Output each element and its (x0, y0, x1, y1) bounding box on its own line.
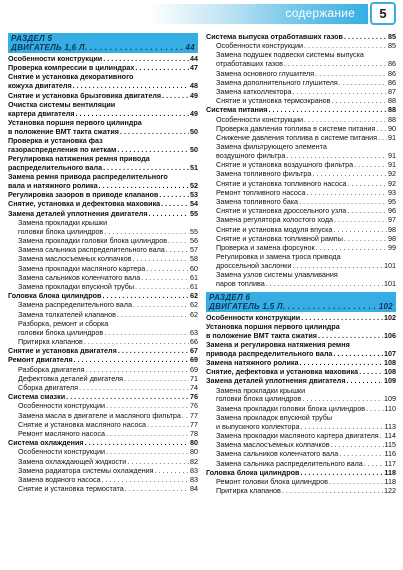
toc-entry-page: 76 (190, 392, 198, 402)
toc-entry-title: распределительного вала (8, 162, 103, 172)
toc-entry-title: Замена прокладки масляного картера двигателя (216, 430, 379, 440)
toc-entry-page: 48 (190, 81, 198, 91)
toc-entry-page: 96 (388, 206, 396, 216)
toc-entry-title: Система смазки (8, 392, 66, 402)
toc-entry-title: Замена деталей уплотнения двигателя (8, 208, 148, 218)
toc-entry-title: Особенности конструкции (8, 54, 103, 63)
toc-list-right-bottom (206, 314, 396, 497)
toc-entry[interactable] (8, 137, 198, 155)
toc-entry-page: 71 (190, 373, 198, 383)
toc-entry-title: воздушного фильтра (216, 151, 286, 161)
dot-leader (162, 92, 189, 101)
toc-entry-title: Замена прокладки головки блока цилиндров (18, 235, 168, 245)
dot-leader (266, 280, 383, 289)
toc-entry[interactable] (8, 448, 198, 457)
toc-entry-page: 95 (388, 197, 396, 207)
toc-entry-title: Снятие и установка двигателя (8, 346, 117, 356)
dot-leader (282, 487, 383, 496)
toc-entry-page: 84 (190, 484, 198, 494)
dot-leader (334, 216, 387, 225)
dot-leader (85, 43, 186, 52)
toc-entry-title: Замена распределительного вала (18, 300, 132, 310)
dot-leader (118, 347, 189, 356)
toc-entry-page: 61 (190, 272, 198, 282)
dot-leader (104, 329, 189, 338)
toc-entry-title: головки блока цилиндров (216, 394, 302, 404)
toc-entry-title: Замена прокладки головки блока цилиндров (216, 403, 366, 413)
toc-entry-page: 76 (190, 401, 198, 411)
toc-entry-page: 91 (388, 151, 396, 161)
dot-leader (376, 125, 387, 134)
section-page: 102 (378, 301, 393, 311)
toc-entry-page: 88 (388, 96, 396, 106)
toc-entry-title: Замена ремня привода распределительного (8, 172, 168, 182)
toc-entry-title: Ремонт головки блока цилиндров (216, 476, 328, 486)
toc-entry-page: 91 (388, 160, 396, 170)
toc-entry[interactable] (206, 377, 396, 386)
dot-leader (339, 79, 387, 88)
toc-entry-page: 69 (190, 364, 198, 374)
toc-entry[interactable] (8, 101, 198, 119)
dot-leader (73, 82, 189, 91)
toc-entry-title: Замена прокладки крышки (216, 385, 306, 395)
toc-entry[interactable] (206, 143, 396, 161)
toc-entry-page: 114 (384, 430, 396, 440)
toc-entry-page: 82 (190, 456, 198, 466)
dot-leader (120, 128, 189, 137)
toc-entry-title: в положение ВМТ такта сжатия (8, 126, 119, 136)
toc-entry-page: 86 (388, 77, 396, 87)
dot-leader (166, 246, 189, 255)
toc-entry-title: Замена и регулировка натяжения ремня (206, 339, 350, 349)
toc-entry-page: 118 (384, 476, 396, 486)
toc-entry-title: кожуха двигателя (8, 81, 72, 91)
dot-leader (106, 430, 189, 439)
toc-entry-page: 116 (384, 449, 396, 459)
toc-entry-title: Снятие и установка модуля впуска (216, 224, 333, 234)
toc-entry-page: 80 (190, 438, 198, 448)
toc-column-right (206, 33, 396, 496)
toc-entry[interactable] (8, 173, 198, 191)
toc-entry-title: газораспределения по меткам (8, 144, 117, 154)
toc-entry-title: Замена фильтрующего элемента (216, 142, 327, 152)
toc-entry-page: 106 (384, 330, 396, 340)
toc-entry-page: 56 (190, 235, 198, 245)
page-header (0, 0, 403, 26)
toc-entry[interactable] (206, 341, 396, 359)
toc-entry-page: 102 (384, 312, 396, 322)
toc-entry[interactable] (206, 253, 396, 271)
toc-entry[interactable] (8, 255, 198, 264)
toc-entry[interactable] (206, 51, 396, 69)
toc-entry[interactable] (8, 402, 198, 411)
toc-entry-page: 60 (190, 263, 198, 273)
toc-entry-page: 66 (190, 336, 198, 346)
section-heading-6[interactable] (206, 292, 396, 312)
toc-entry-page: 49 (190, 90, 198, 100)
toc-entry-title: Особенности конструкции (206, 312, 301, 322)
toc-entry-title: Снятие и установка масляного насоса (18, 419, 147, 429)
toc-entry-page: 49 (190, 108, 198, 118)
toc-entry-title: Снижение давления топлива в системе питания (216, 132, 378, 142)
toc-entry-title: Головка блока цилиндров (8, 291, 102, 301)
toc-entry-page: 77 (190, 419, 198, 429)
toc-entry-title: Замена сальников коленчатого вала (216, 449, 339, 459)
toc-entry-title: Снятие, дефектовка и установка маховика (206, 367, 359, 377)
section-label: РАЗДЕЛ 6 (209, 292, 251, 302)
toc-entry[interactable] (8, 356, 198, 365)
dot-leader (378, 134, 387, 143)
toc-entry-title: Проверка давления топлива в системе питания (216, 123, 376, 133)
toc-entry-page: 92 (388, 169, 396, 179)
toc-entry-page: 52 (190, 181, 198, 191)
dot-leader (141, 274, 189, 283)
toc-entry-page: 85 (388, 41, 396, 51)
toc-entry-page: 108 (384, 357, 396, 367)
toc-entry-page: 88 (388, 114, 396, 124)
toc-entry-title: Система питания (206, 105, 268, 115)
toc-entry-page: 107 (384, 348, 396, 358)
toc-entry-title: Снятие и установка декоративного (8, 72, 134, 82)
toc-entry-title: Замена прокладки крышки (18, 217, 108, 227)
toc-entry-title: Снятие и установка топливной рампы (216, 233, 343, 243)
toc-entry-page: 50 (190, 144, 198, 154)
dot-leader (268, 106, 387, 115)
toc-entry-title: в положение ВМТ такта сжатия (206, 330, 317, 340)
toc-entry-title: Система выпуска отработавших газов (206, 32, 343, 41)
toc-entry-title: Замена маслосъемных колпачков (18, 254, 132, 264)
toc-entry-title: отработавших газов (216, 59, 283, 69)
dot-leader (332, 97, 388, 106)
toc-entry-page: 113 (384, 421, 396, 431)
toc-entry-title: Регулировка натяжения ремня привода (8, 154, 150, 164)
toc-entry-page: 69 (190, 355, 198, 365)
toc-entry[interactable] (206, 387, 396, 405)
toc-entry-title: Замена водяного насоса (18, 474, 101, 484)
toc-entry[interactable] (8, 219, 198, 237)
toc-entry-title: паров топлива (216, 279, 265, 289)
toc-entry-title: Замена масла в двигателе и масляного фильтра (18, 410, 181, 420)
toc-entry-page: 61 (190, 282, 198, 291)
toc-entry[interactable] (8, 155, 198, 173)
toc-entry-page: 74 (190, 382, 198, 392)
toc-entry-title: Замена топливного бака (216, 197, 299, 207)
toc-list-right-top (206, 33, 396, 289)
toc-entry-title: Проверка и замена форсунок (216, 243, 315, 253)
section-label: РАЗДЕЛ 5 (11, 34, 53, 43)
toc-entry-title: Замена прокладки масляного картера (18, 263, 146, 273)
toc-entry-page: 51 (190, 162, 198, 172)
toc-entry-title: Замена топливного фильтра (216, 169, 312, 179)
toc-column-left (8, 33, 198, 494)
dot-leader (344, 33, 387, 42)
dot-leader (339, 450, 383, 459)
toc-entry-title: Регулировка и замена троса привода (216, 252, 341, 262)
dot-leader (359, 368, 383, 377)
toc-list-left (8, 55, 198, 494)
toc-entry-title: Ремонт двигателя (8, 355, 73, 365)
header-title: содержание (285, 6, 355, 20)
toc-entry-title: Ремонт масляного насоса (18, 428, 105, 438)
toc-entry-title: Снятие и установка дроссельного узла (216, 206, 347, 216)
toc-entry[interactable] (8, 320, 198, 338)
toc-entry-title: Замена узлов системы улавливания (216, 270, 338, 280)
dot-leader (133, 301, 189, 310)
toc-entry-title: Замена сальника распределительного вала (18, 245, 165, 255)
toc-entry-title: Снятие и установка термоэкранов (216, 96, 331, 106)
toc-entry-page: 93 (388, 187, 396, 197)
toc-entry-page: 62 (190, 291, 198, 301)
toc-entry-page: 86 (388, 68, 396, 78)
toc-entry-title: Особенности конструкции (18, 447, 106, 457)
dot-leader (135, 283, 189, 292)
dot-leader (182, 412, 189, 421)
toc-entry-page: 88 (388, 105, 396, 115)
toc-entry-title: Замена охлаждающей жидкости (18, 456, 127, 466)
dot-leader (135, 64, 189, 73)
toc-entry-title: головки блока цилиндров (18, 327, 104, 337)
section-title: ДВИГАТЕЛЬ 1,6 Л (11, 43, 85, 52)
dot-leader (133, 255, 189, 264)
toc-entry-title: Разборка двигателя (18, 364, 85, 374)
toc-entry-title: Замена сальников коленчатого вала (18, 272, 141, 282)
toc-entry-title: дроссельной заслонки (216, 261, 292, 271)
dot-leader (149, 210, 189, 219)
toc-entry-title: Замена прокладок впускной трубы (216, 412, 332, 422)
toc-entry-title: Очистка системы вентиляции (8, 99, 116, 109)
dot-leader (106, 402, 189, 411)
toc-entry[interactable] (206, 487, 396, 496)
toc-entry-title: Особенности конструкции (18, 401, 106, 411)
toc-entry[interactable] (8, 485, 198, 494)
toc-entry-page: 63 (190, 327, 198, 337)
dot-leader (364, 460, 384, 469)
toc-entry[interactable] (206, 414, 396, 432)
toc-entry-page: 80 (190, 447, 198, 457)
toc-entry-page: 78 (190, 428, 198, 438)
toc-entry[interactable] (206, 271, 396, 289)
toc-entry-title: Регулировка зазоров в приводе клапанов (8, 190, 159, 200)
toc-entry-page: 47 (190, 63, 198, 73)
toc-entry-title: привода распределительного вала (206, 348, 333, 358)
toc-entry-page: 122 (384, 486, 396, 496)
toc-entry-title: Замена деталей уплотнения двигателя (206, 376, 346, 386)
toc-entry-title: Замена радиатора системы охлаждения (18, 465, 154, 475)
toc-entry-page: 99 (388, 243, 396, 253)
toc-entry-page: 97 (388, 215, 396, 225)
toc-entry-title: Замена сальника распределительного вала (216, 458, 363, 468)
dot-leader (284, 60, 387, 69)
dot-leader (354, 161, 387, 170)
toc-entry-page: 55 (190, 208, 198, 218)
dot-leader (147, 421, 189, 430)
toc-entry-title: Замена натяжного ролика (206, 357, 299, 367)
toc-entry-page: 50 (190, 126, 198, 136)
toc-entry-title: Снятие и установка топливного насоса (216, 178, 347, 188)
toc-entry-page: 62 (190, 300, 198, 310)
toc-entry-page: 110 (384, 403, 396, 413)
toc-entry-page: 85 (388, 32, 396, 41)
toc-entry-title: Замена основного глушителя (216, 68, 315, 78)
dot-leader (347, 207, 387, 216)
dot-leader (329, 478, 384, 487)
toc-entry-page: 91 (388, 132, 396, 142)
toc-entry-title: Проверка и установка фаз (8, 135, 103, 145)
toc-entry-title: Особенности конструкции (216, 41, 304, 51)
toc-entry-page: 86 (388, 59, 396, 69)
toc-entry[interactable] (8, 73, 198, 91)
toc-entry-title: Снятие и установка воздушного фильтра (216, 160, 354, 170)
toc-entry-page: 98 (388, 224, 396, 234)
toc-entry-page: 58 (190, 254, 198, 264)
toc-entry-page: 109 (384, 376, 396, 386)
toc-entry-title: Сборка двигателя (18, 382, 78, 392)
toc-entry-title: Установка поршня первого цилиндра (206, 321, 340, 331)
toc-entry-page: 92 (388, 178, 396, 188)
section-page: 44 (185, 43, 195, 52)
dot-leader (283, 302, 379, 311)
toc-entry-page: 90 (388, 123, 396, 133)
dot-leader (155, 467, 189, 476)
toc-entry-page: 87 (388, 86, 396, 96)
toc-entry[interactable] (8, 301, 198, 310)
dot-leader (380, 432, 384, 441)
section-heading-5[interactable] (8, 33, 198, 53)
toc-entry-page: 67 (190, 346, 198, 356)
dot-leader (306, 189, 387, 198)
toc-entry-title: Замена регулятора холостого хода (216, 215, 334, 225)
dot-leader (146, 265, 189, 274)
toc-entry-title: Замена маслосъемных колпачков (216, 440, 330, 450)
toc-entry[interactable] (206, 323, 396, 341)
toc-entry-title: Замена прокладки впускной трубы (18, 282, 135, 291)
dot-leader (117, 311, 189, 320)
toc-entry-title: Установка поршня первого цилиндра (8, 117, 142, 127)
toc-entry-title: Снятие и установка термостата (18, 484, 124, 494)
toc-entry-page: 117 (384, 458, 396, 468)
toc-entry-title: Разборка, ремонт и сборка (18, 318, 109, 328)
toc-entry-page: 62 (190, 309, 198, 319)
dot-leader (74, 356, 189, 365)
dot-leader (302, 395, 383, 404)
page-number: 5 (370, 2, 396, 25)
toc-entry-page: 57 (190, 245, 198, 255)
dot-leader (125, 485, 189, 494)
toc-entry-title: вала и натяжного ролика (8, 181, 98, 191)
toc-entry-title: Снятие, установка и дефектовка маховика (8, 199, 161, 209)
toc-entry-title: Замена катколлектора (216, 86, 292, 96)
dot-leader (331, 441, 384, 450)
toc-entry-title: Головка блока цилиндров (206, 467, 300, 477)
toc-entry[interactable] (206, 450, 396, 459)
dot-leader (79, 384, 189, 393)
toc-entry-title: Замена толкателей клапанов (18, 309, 116, 319)
toc-entry-page: 115 (384, 440, 396, 450)
dot-leader (124, 375, 189, 384)
toc-entry-page: 77 (190, 410, 198, 420)
toc-entry-title: Притирка клапанов (216, 486, 281, 496)
toc-entry-title: Притирка клапанов (18, 336, 83, 346)
toc-entry[interactable] (206, 106, 396, 115)
dot-leader (348, 180, 387, 189)
dot-leader (168, 237, 189, 246)
dot-leader (106, 448, 189, 457)
toc-entry-page: 101 (384, 261, 396, 271)
dot-leader (333, 350, 383, 359)
toc-entry-page: 54 (190, 199, 198, 209)
toc-entry-page: 55 (190, 226, 198, 236)
toc-entry-title: картера двигателя (8, 108, 75, 118)
toc-entry[interactable] (8, 119, 198, 137)
toc-entry-title: Замена дополнительного глушителя (216, 77, 338, 87)
toc-entry-title: Проверка компрессии в цилиндрах (8, 63, 135, 73)
toc-entry-title: Ремонт топливного насоса (216, 187, 306, 197)
toc-entry-title: и выпускного коллектора (216, 421, 300, 431)
toc-entry-page: 108 (384, 367, 396, 377)
toc-entry-page: 101 (384, 279, 396, 289)
dot-leader (161, 200, 189, 209)
toc-entry-page: 53 (190, 190, 198, 200)
toc-entry-page: 118 (384, 467, 396, 477)
toc-entry-page: 44 (190, 54, 198, 63)
toc-entry-title: головки блока цилиндров (18, 226, 104, 236)
toc-entry-title: Дефектовка деталей двигателя (18, 373, 124, 383)
toc-entry-title: Замена подушек подвески системы выпуска (216, 50, 364, 60)
dot-leader (366, 405, 383, 414)
toc-entry-page: 98 (388, 233, 396, 243)
dot-leader (347, 377, 383, 386)
toc-entry-page: 83 (190, 474, 198, 484)
dot-leader (159, 191, 189, 200)
section-title: ДВИГАТЕЛЬ 1,5 Л (209, 301, 283, 311)
toc-entry-page: 109 (384, 394, 396, 404)
toc-entry-title: Снятие и установка брызговика двигателя (8, 90, 162, 100)
dot-leader (344, 235, 387, 244)
toc-entry-title: Особенности конструкции (216, 114, 304, 124)
toc-entry-title: Система охлаждения (8, 438, 84, 448)
toc-entry-page: 83 (190, 465, 198, 475)
